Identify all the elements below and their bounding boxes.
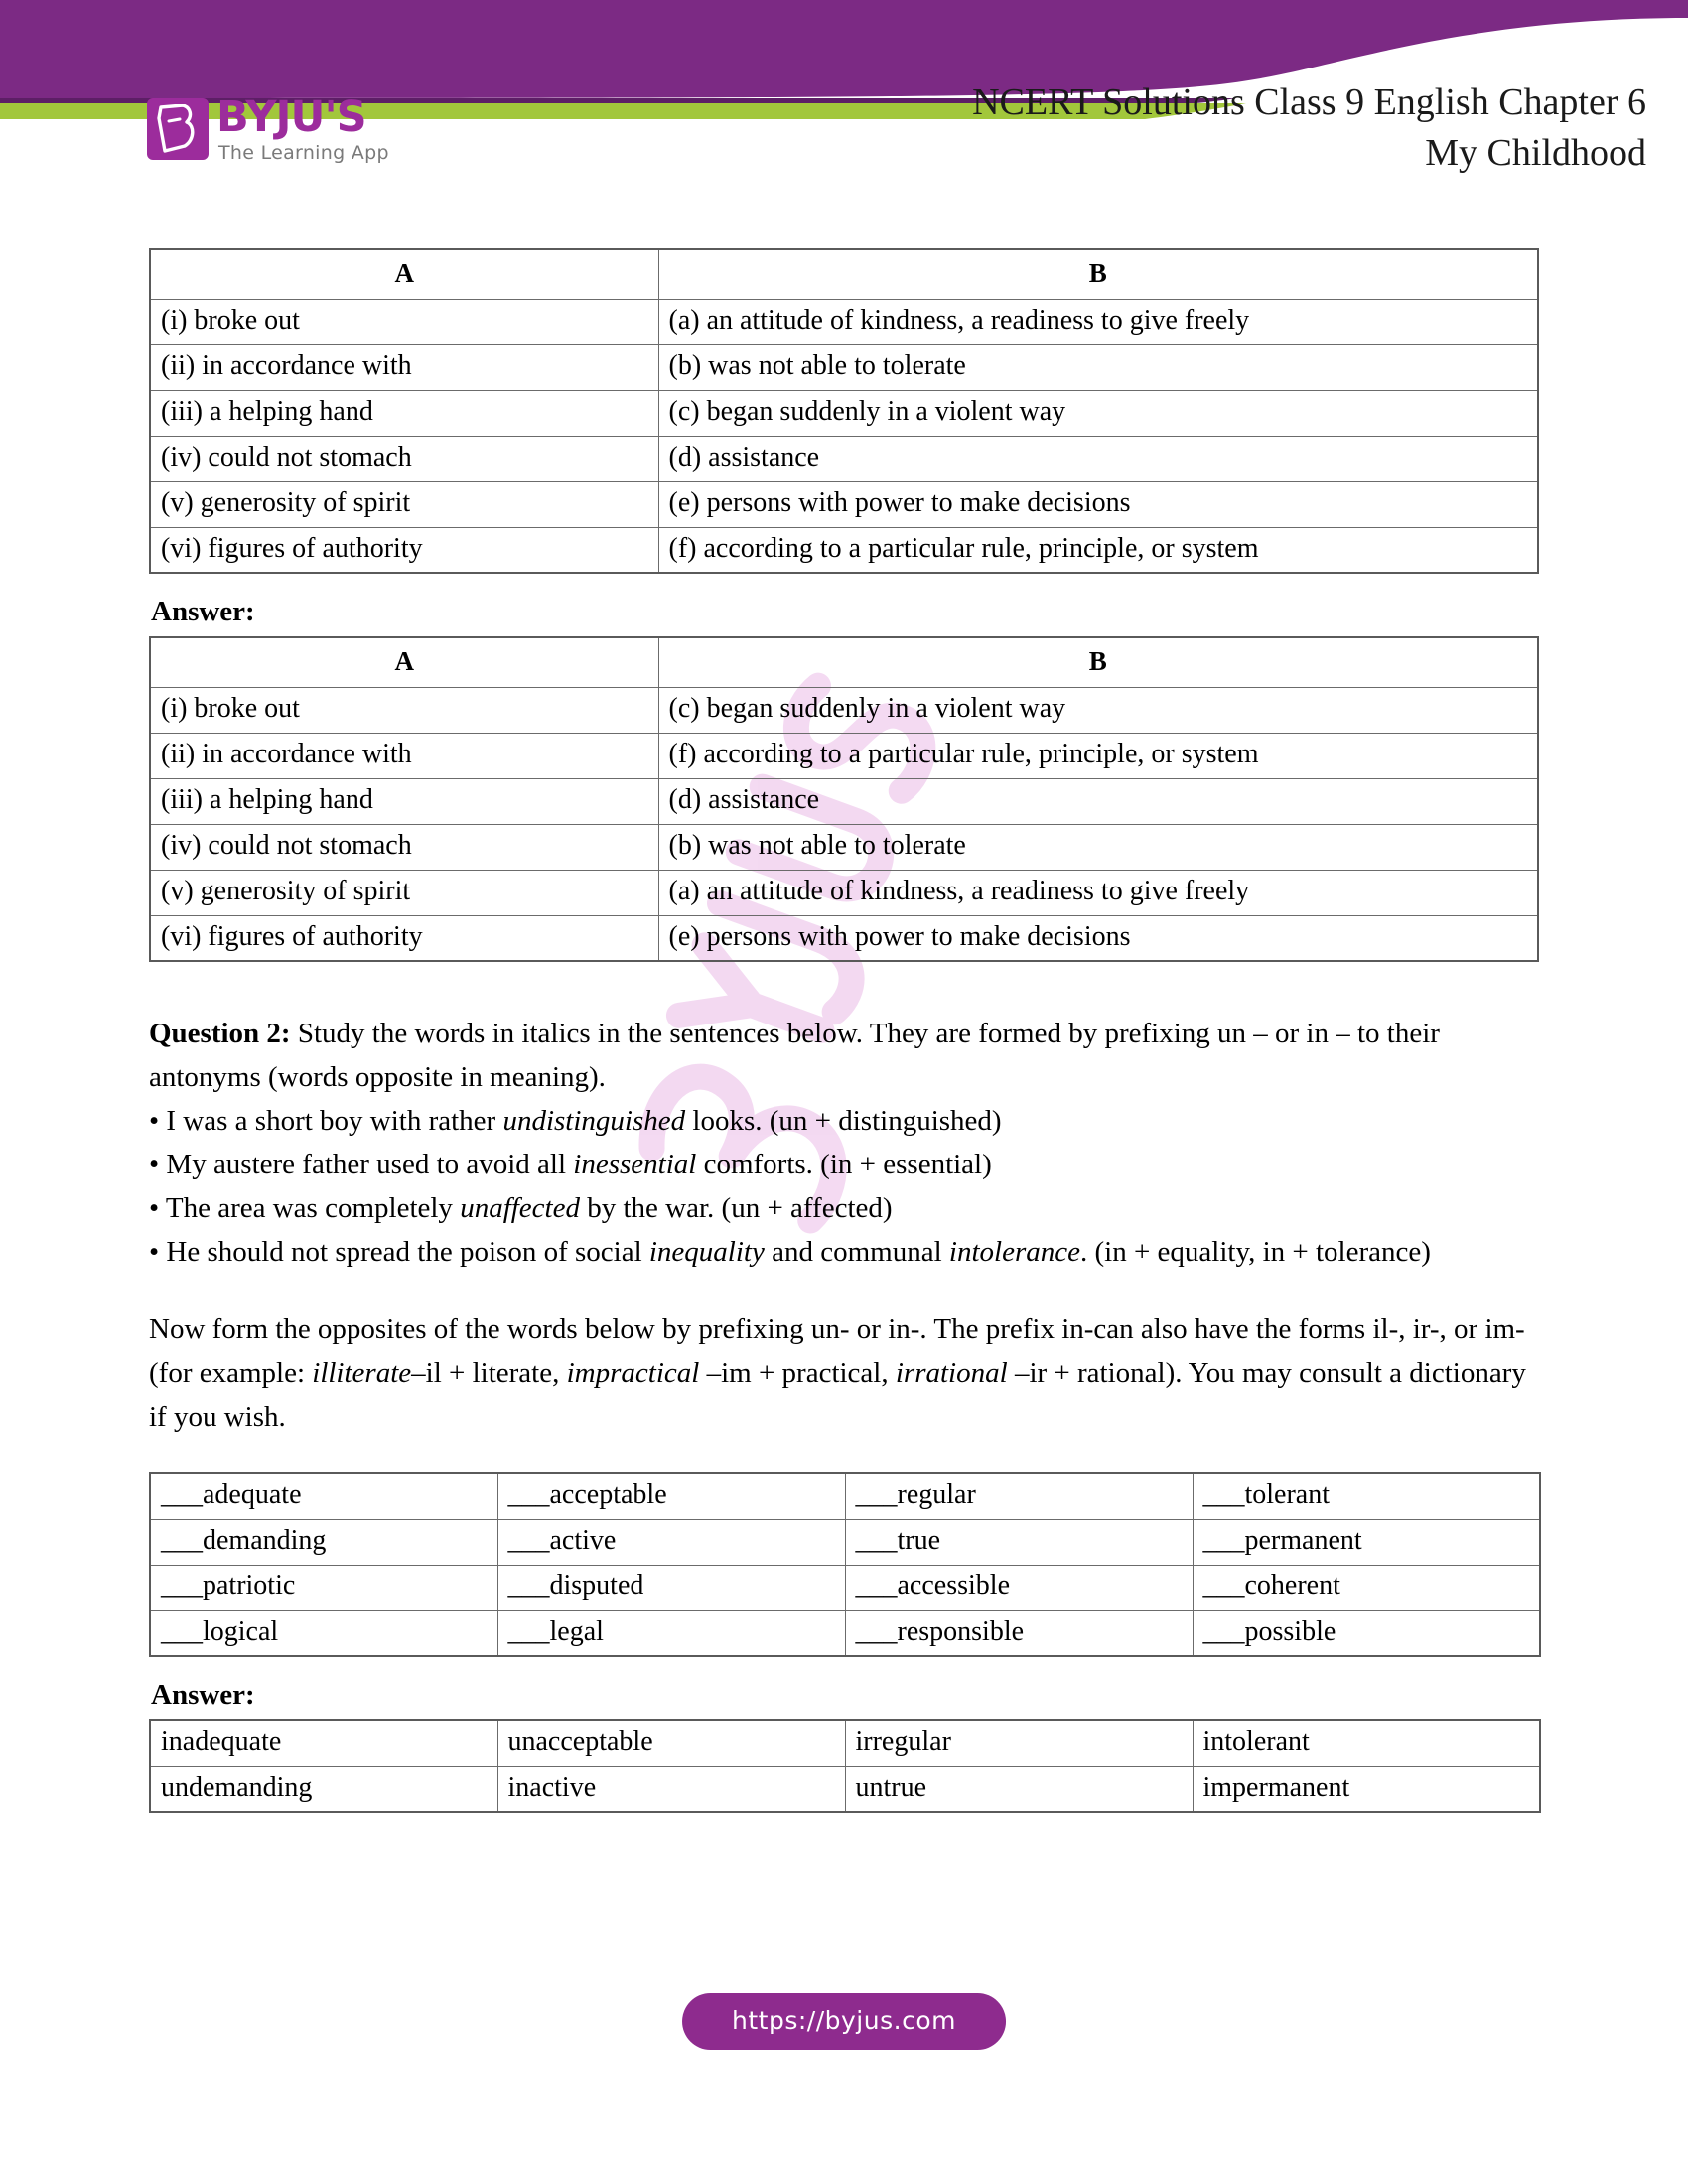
word-cell[interactable]: ___tolerant: [1193, 1473, 1540, 1519]
word-cell[interactable]: ___legal: [497, 1610, 845, 1656]
question-2-bullet-2: [149, 1143, 1539, 1186]
cell-b: (e) persons with power to make decisions: [658, 915, 1538, 961]
answer-label-2: Answer:: [151, 1679, 255, 1710]
bullet-3-pre: • The area was completely: [149, 1192, 461, 1224]
instruction-part-c: –im + practical,: [699, 1357, 896, 1389]
cell-b: (a) an attitude of kindness, a readiness to give freely: [658, 870, 1538, 915]
cell-b: (c) began suddenly in a violent way: [658, 687, 1538, 733]
byjus-b-logo-icon: [147, 98, 209, 160]
table-row: [150, 1473, 1540, 1519]
cell-b: (b) was not able to tolerate: [658, 344, 1538, 390]
word-cell[interactable]: ___possible: [1193, 1610, 1540, 1656]
question-2-label: Question 2:: [149, 1018, 291, 1049]
brand-wordmark: BYJU'S: [216, 92, 366, 142]
cell-b: (d) assistance: [658, 778, 1538, 824]
word-cell[interactable]: ___demanding: [150, 1519, 497, 1565]
word-cell[interactable]: ___accessible: [845, 1565, 1193, 1610]
cell-a: (vi) figures of authority: [150, 527, 658, 573]
bullet-1-pre: • I was a short boy with rather: [149, 1105, 503, 1137]
cell-a: (ii) in accordance with: [150, 733, 658, 778]
words-blank-table: [149, 1472, 1541, 1657]
bullet-4-mid: and communal: [764, 1236, 949, 1268]
bullet-2-pre: • My austere father used to avoid all: [149, 1149, 574, 1180]
document-body: [149, 248, 1539, 1813]
word-cell: undemanding: [150, 1766, 497, 1812]
match-columns-table: [149, 248, 1539, 574]
cell-b: (a) an attitude of kindness, a readiness to give freely: [658, 299, 1538, 344]
table-header-row: [150, 637, 1538, 687]
table-row: [150, 733, 1538, 778]
table-row: [150, 824, 1538, 870]
cell-a: (iv) could not stomach: [150, 824, 658, 870]
word-cell: inactive: [497, 1766, 845, 1812]
bullet-3-post: by the war. (un + affected): [579, 1192, 893, 1224]
word-cell[interactable]: ___patriotic: [150, 1565, 497, 1610]
cell-a: (i) broke out: [150, 687, 658, 733]
page-title-line-1: NCERT Solutions Class 9 English Chapter 6: [972, 81, 1646, 123]
table-row: [150, 481, 1538, 527]
table-row: [150, 915, 1538, 961]
table-row: [150, 1565, 1540, 1610]
cell-a: (v) generosity of spirit: [150, 870, 658, 915]
table-row: [150, 870, 1538, 915]
word-cell: impermanent: [1193, 1766, 1540, 1812]
words-answer-table: [149, 1719, 1541, 1813]
cell-a: (ii) in accordance with: [150, 344, 658, 390]
question-2-bullet-4: [149, 1230, 1539, 1274]
instruction-italic-impractical: impractical: [566, 1357, 700, 1389]
column-header-a: A: [150, 249, 658, 299]
column-header-b: B: [658, 637, 1538, 687]
cell-b: (b) was not able to tolerate: [658, 824, 1538, 870]
cell-a: (i) broke out: [150, 299, 658, 344]
table-row: [150, 778, 1538, 824]
table-row: [150, 1610, 1540, 1656]
instruction-italic-illiterate: illiterate: [312, 1357, 412, 1389]
table-row: [150, 527, 1538, 573]
answer-label-1: Answer:: [151, 596, 255, 627]
cell-b: (f) according to a particular rule, principle, or system: [658, 733, 1538, 778]
word-cell: untrue: [845, 1766, 1193, 1812]
word-cell: unacceptable: [497, 1720, 845, 1766]
question-2-instruction: [149, 1307, 1539, 1438]
word-cell[interactable]: ___active: [497, 1519, 845, 1565]
bullet-2-italic: inessential: [573, 1149, 697, 1180]
bullet-4-italic: inequality: [648, 1236, 765, 1268]
word-cell[interactable]: ___logical: [150, 1610, 497, 1656]
cell-a: (iv) could not stomach: [150, 436, 658, 481]
table-row: [150, 436, 1538, 481]
byjus-url-button[interactable]: https://byjus.com: [682, 1993, 1006, 2050]
word-cell[interactable]: ___coherent: [1193, 1565, 1540, 1610]
table-row: [150, 390, 1538, 436]
column-header-b: B: [658, 249, 1538, 299]
question-2-intro: [149, 1012, 1539, 1099]
table-row: [150, 344, 1538, 390]
cell-a: (iii) a helping hand: [150, 390, 658, 436]
table-row: [150, 1720, 1540, 1766]
table-row: [150, 1519, 1540, 1565]
instruction-part-a: Now form the opposites of the words below by prefixing un- or in-. The prefix in-can also have the forms il-, ir-, or im- (for example:: [149, 1313, 1525, 1389]
word-cell: irregular: [845, 1720, 1193, 1766]
table-row: [150, 1766, 1540, 1812]
cell-b: (d) assistance: [658, 436, 1538, 481]
instruction-part-d: –ir + rational). You may consult a dictionary if you wish.: [149, 1357, 1526, 1433]
word-cell[interactable]: ___regular: [845, 1473, 1193, 1519]
cell-b: (f) according to a particular rule, principle, or system: [658, 527, 1538, 573]
table-row: [150, 299, 1538, 344]
page-title-line-2: My Childhood: [1425, 132, 1646, 174]
question-2-intro-text: Study the words in italics in the sentences below. They are formed by prefixing un – or in – to their antonyms (words opposite in meaning).: [149, 1018, 1440, 1093]
cell-b: (e) persons with power to make decisions: [658, 481, 1538, 527]
brand-logo[interactable]: [147, 94, 445, 184]
word-cell[interactable]: ___adequate: [150, 1473, 497, 1519]
word-cell[interactable]: ___acceptable: [497, 1473, 845, 1519]
question-2-bullet-1: [149, 1099, 1539, 1143]
bullet-2-post: comforts. (in + essential): [696, 1149, 992, 1180]
brand-tagline: The Learning App: [218, 142, 389, 164]
question-2-bullet-3: [149, 1186, 1539, 1230]
cell-b: (c) began suddenly in a violent way: [658, 390, 1538, 436]
cell-a: (v) generosity of spirit: [150, 481, 658, 527]
column-header-a: A: [150, 637, 658, 687]
bullet-1-post: looks. (un + distinguished): [685, 1105, 1002, 1137]
word-cell[interactable]: ___disputed: [497, 1565, 845, 1610]
bullet-4-italic-2: intolerance: [948, 1236, 1080, 1268]
page-title: [693, 77, 1646, 179]
instruction-italic-irrational: irrational: [895, 1357, 1008, 1389]
match-columns-answer-table: [149, 636, 1539, 962]
bullet-4-pre: • He should not spread the poison of social: [149, 1236, 649, 1268]
bullet-1-italic: undistinguished: [502, 1105, 686, 1137]
word-cell[interactable]: ___permanent: [1193, 1519, 1540, 1565]
instruction-part-b: –il + literate,: [411, 1357, 567, 1389]
word-cell: inadequate: [150, 1720, 497, 1766]
word-cell[interactable]: ___responsible: [845, 1610, 1193, 1656]
bullet-4-post: . (in + equality, in + tolerance): [1079, 1236, 1431, 1268]
table-row: [150, 687, 1538, 733]
bullet-3-italic: unaffected: [460, 1192, 580, 1224]
table-header-row: [150, 249, 1538, 299]
cell-a: (vi) figures of authority: [150, 915, 658, 961]
cell-a: (iii) a helping hand: [150, 778, 658, 824]
word-cell[interactable]: ___true: [845, 1519, 1193, 1565]
word-cell: intolerant: [1193, 1720, 1540, 1766]
